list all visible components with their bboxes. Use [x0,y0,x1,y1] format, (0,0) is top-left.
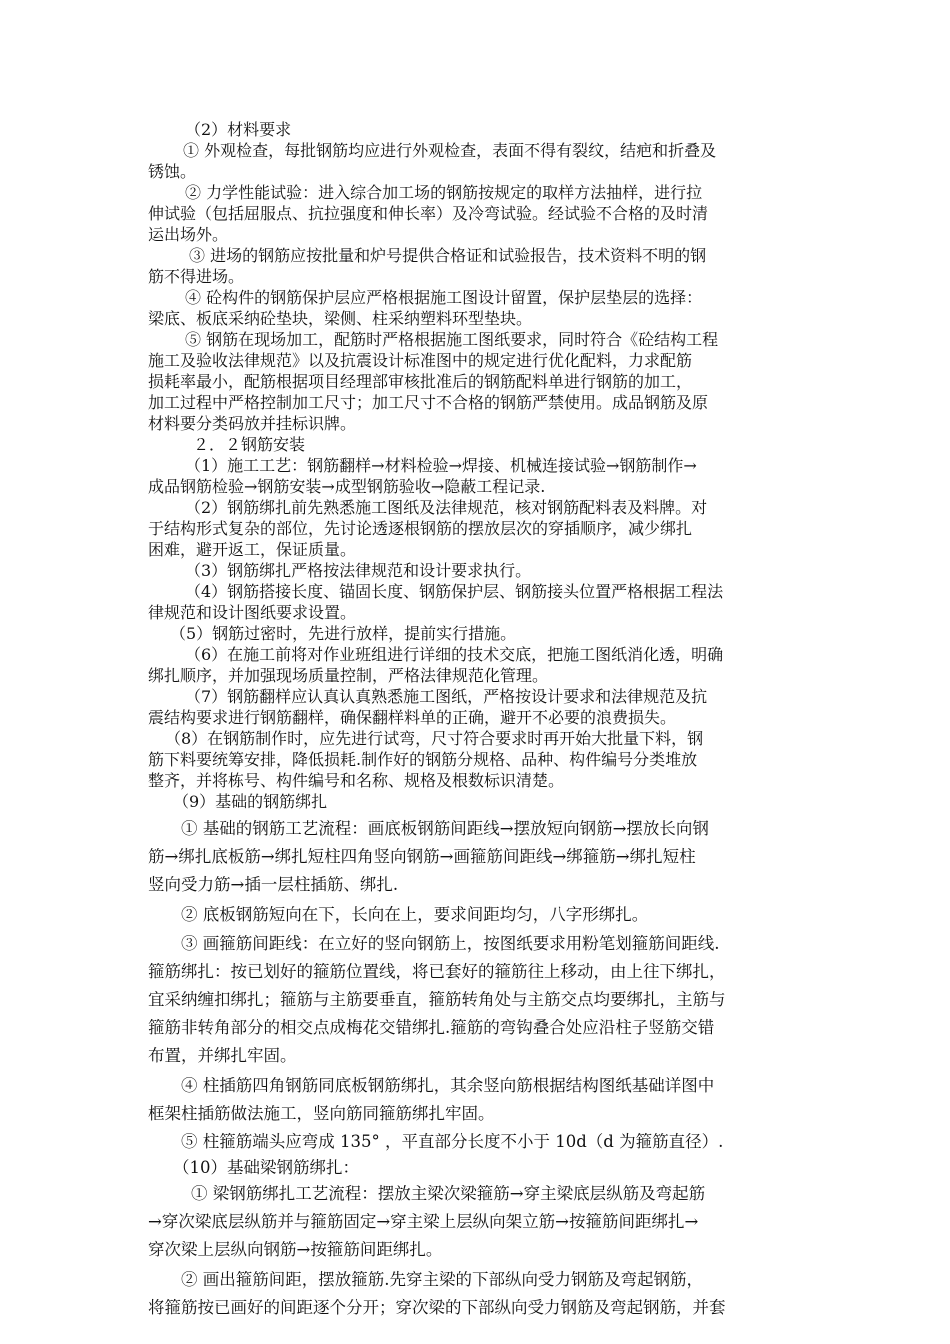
paragraph-line: 整齐，并将栋号、构件编号和名称、规格及根数标识清楚。 [148,771,565,790]
paragraph-line: →穿次梁底层纵筋并与箍筋固定→穿主梁上层纵向架立筋→按箍筋间距绑扎→ [148,1212,699,1231]
paragraph-line: （4）钢筋搭接长度、锚固长度、钢筋保护层、钢筋接头位置严格根据工程法 [185,582,724,601]
section-heading-material-requirements: （2）材料要求 [185,120,292,139]
paragraph-line: 布置，并绑扎牢固。 [148,1046,297,1065]
paragraph-line: 施工及验收法律规范》以及抗震设计标准图中的规定进行优化配料，力求配筋 [148,351,693,370]
paragraph-line: ④ 砼构件的钢筋保护层应严格根据施工图设计留置，保护层垫层的选择： [185,288,703,307]
paragraph-line: （6）在施工前将对作业班组进行详细的技术交底，把施工图纸消化透，明确 [185,645,724,664]
paragraph-line: 材料要分类码放并挂标识牌。 [148,414,357,433]
paragraph-line: 锈蚀。 [148,162,197,181]
paragraph-line: 伸试验（包括屈服点、抗拉强度和伸长率）及冷弯试验。经试验不合格的及时清 [148,204,709,223]
section-heading-foundation-beam-rebar: （10）基础梁钢筋绑扎： [173,1158,359,1177]
paragraph-line: 穿次梁上层纵向钢筋→按箍筋间距绑扎。 [148,1240,443,1259]
paragraph-line: ② 力学性能试验：进入综合加工场的钢筋按规定的取样方法抽样，进行拉 [185,183,703,202]
paragraph-line: 宜采纳缠扣绑扎；箍筋与主筋要垂直，箍筋转角处与主筋交点均要绑扎，主筋与 [148,990,726,1009]
paragraph-line: 加工过程中严格控制加工尺寸；加工尺寸不合格的钢筋严禁使用。成品钢筋及原 [148,393,709,412]
paragraph-line: 于结构形式复杂的部位，先讨论透逐根钢筋的摆放层次的穿插顺序，减少绑扎 [148,519,693,538]
paragraph-line: 筋→绑扎底板筋→绑扎短柱四角竖向钢筋→画箍筋间距线→绑箍筋→绑扎短柱 [148,847,696,866]
paragraph-line: 框架柱插筋做法施工，竖向筋同箍筋绑扎牢固。 [148,1104,495,1123]
paragraph-line: 竖向受力筋→插一层柱插筋、绑扎. [148,875,399,894]
paragraph-line: 将箍筋按已画好的间距逐个分开；穿次梁的下部纵向受力钢筋及弯起钢筋，并套 [148,1298,726,1317]
paragraph-line: 损耗率最小，配筋根据项目经理部审核批准后的钢筋配料单进行钢筋的加工， [148,372,693,391]
paragraph-line: ⑤ 钢筋在现场加工，配筋时严格根据施工图纸要求，同时符合《砼结构工程 [185,330,719,349]
paragraph-line: （1）施工工艺：钢筋翻样→材料检验→焊接、机械连接试验→钢筋制作→ [185,456,697,475]
paragraph-line: 成品钢筋检验→钢筋安装→成型钢筋验收→隐蔽工程记录. [148,477,546,496]
paragraph-line: ② 画出箍筋间距，摆放箍筋.先穿主梁的下部纵向受力钢筋及弯起钢筋， [181,1270,703,1289]
paragraph-line: 筋下料要统筹安排，降低损耗.制作好的钢筋分规格、品种、构件编号分类堆放 [148,750,698,769]
paragraph-line: （8）在钢筋制作时，应先进行试弯，尺寸符合要求时再开始大批量下料，钢 [165,729,704,748]
paragraph-line: （7）钢筋翻样应认真认真熟悉施工图纸，严格按设计要求和法律规范及抗 [185,687,708,706]
paragraph-line: ⑤ 柱箍筋端头应弯成 135° ，平直部分长度不小于 10d（d 为箍筋直径）. [181,1132,724,1151]
section-heading-foundation-rebar: （9）基础的钢筋绑扎 [173,792,328,811]
paragraph-line: 筋不得进场。 [148,267,245,286]
paragraph-line: （3）钢筋绑扎严格按法律规范和设计要求执行。 [185,561,532,580]
paragraph-line: ① 外观检查，每批钢筋均应进行外观检查，表面不得有裂纹，结疤和折叠及 [183,141,717,160]
section-heading-rebar-installation: ２．２钢筋安装 [193,435,306,454]
paragraph-line: ④ 柱插筋四角钢筋同底板钢筋绑扎，其余竖向筋根据结构图纸基础详图中 [181,1076,715,1095]
paragraph-line: （5）钢筋过密时，先进行放样，提前实行措施。 [170,624,517,643]
paragraph-line: （2）钢筋绑扎前先熟悉施工图纸及法律规范，核对钢筋配料表及料牌。对 [185,498,708,517]
paragraph-line: 困难，避开返工，保证质量。 [148,540,357,559]
paragraph-line: 绑扎顺序，并加强现场质量控制，严格法律规范化管理。 [148,666,549,685]
paragraph-line: 箍筋绑扎：按已划好的箍筋位置线，将已套好的箍筋往上移动，由上往下绑扎， [148,962,726,981]
paragraph-line: 箍筋非转角部分的相交点成梅花交错绑扎.箍筋的弯钩叠合处应沿柱子竖筋交错 [148,1018,715,1037]
paragraph-line: ③ 进场的钢筋应按批量和炉号提供合格证和试验报告，技术资料不明的钢 [189,246,707,265]
paragraph-line: 梁底、板底采纳砼垫块，梁侧、柱采纳塑料环型垫块。 [148,309,533,328]
paragraph-line: 运出场外。 [148,225,229,244]
paragraph-line: ① 梁钢筋绑扎工艺流程：摆放主梁次梁箍筋→穿主梁底层纵筋及弯起筋 [191,1184,706,1203]
paragraph-line: ① 基础的钢筋工艺流程：画底板钢筋间距线→摆放短向钢筋→摆放长向钢 [181,819,709,838]
paragraph-line: 律规范和设计图纸要求设置。 [148,603,357,622]
paragraph-line: ③ 画箍筋间距线：在立好的竖向钢筋上，按图纸要求用粉笔划箍筋间距线. [181,934,720,953]
paragraph-line: 震结构要求进行钢筋翻样，确保翻样料单的正确，避开不必要的浪费损失。 [148,708,677,727]
paragraph-line: ② 底板钢筋短向在下，长向在上，要求间距均匀，八字形绑扎。 [181,905,649,924]
